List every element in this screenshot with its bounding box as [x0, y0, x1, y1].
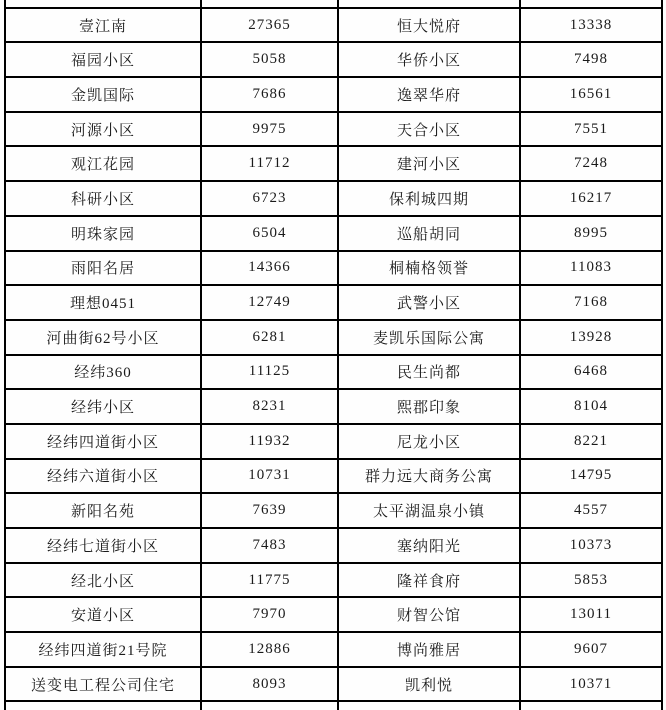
price-cell: 8995: [520, 216, 662, 251]
table-row: [5, 8, 662, 43]
partial-row-bottom: [5, 701, 662, 710]
price-cell: 4557: [520, 493, 662, 528]
price-cell: 8093: [201, 667, 338, 702]
table-row: [5, 389, 662, 424]
price-cell: 7168: [520, 285, 662, 320]
community-name-cell: 金凯国际: [5, 77, 201, 112]
price-cell: 13338: [520, 8, 662, 43]
price-cell: 11083: [520, 251, 662, 286]
empty-cell: [338, 0, 520, 8]
empty-cell: [201, 0, 338, 8]
price-cell: 13928: [520, 320, 662, 355]
table-row: [5, 146, 662, 181]
price-cell: 7551: [520, 112, 662, 147]
community-name-cell: 天合小区: [338, 112, 520, 147]
community-name-cell: 桐楠格领誉: [338, 251, 520, 286]
community-name-cell: 保利城四期: [338, 181, 520, 216]
table-row: [5, 112, 662, 147]
price-cell: 8221: [520, 424, 662, 459]
price-cell: 7483: [201, 528, 338, 563]
table-row: [5, 355, 662, 390]
table-row: [5, 493, 662, 528]
table-row: [5, 251, 662, 286]
table-row: [5, 597, 662, 632]
price-cell: 7248: [520, 146, 662, 181]
price-cell: 11712: [201, 146, 338, 181]
price-cell: 7498: [520, 42, 662, 77]
price-cell: 16217: [520, 181, 662, 216]
price-cell: 27365: [201, 8, 338, 43]
community-name-cell: 经纬小区: [5, 389, 201, 424]
table-row: [5, 528, 662, 563]
community-name-cell: 观江花园: [5, 146, 201, 181]
community-name-cell: 太平湖温泉小镇: [338, 493, 520, 528]
community-name-cell: 群力远大商务公寓: [338, 459, 520, 494]
community-name-cell: 经北小区: [5, 563, 201, 598]
price-cell: 10731: [201, 459, 338, 494]
community-name-cell: 经纬四道街小区: [5, 424, 201, 459]
table-row: [5, 77, 662, 112]
price-cell: 11125: [201, 355, 338, 390]
table-row: [5, 181, 662, 216]
partial-row-top: [5, 0, 662, 8]
price-cell: 6504: [201, 216, 338, 251]
community-name-cell: 经纬六道街小区: [5, 459, 201, 494]
price-cell: 12749: [201, 285, 338, 320]
community-name-cell: 武警小区: [338, 285, 520, 320]
community-name-cell: 福园小区: [5, 42, 201, 77]
price-cell: 11932: [201, 424, 338, 459]
community-name-cell: 隆祥食府: [338, 563, 520, 598]
price-cell: 14366: [201, 251, 338, 286]
community-name-cell: 科研小区: [5, 181, 201, 216]
empty-cell: [338, 701, 520, 710]
price-cell: 13011: [520, 597, 662, 632]
price-cell: 10373: [520, 528, 662, 563]
price-cell: 16561: [520, 77, 662, 112]
community-name-cell: 经纬七道街小区: [5, 528, 201, 563]
empty-cell: [520, 0, 662, 8]
price-cell: 9975: [201, 112, 338, 147]
community-name-cell: 安道小区: [5, 597, 201, 632]
table-row: [5, 42, 662, 77]
table-row: [5, 459, 662, 494]
price-cell: 9607: [520, 632, 662, 667]
price-cell: 7639: [201, 493, 338, 528]
community-name-cell: 新阳名苑: [5, 493, 201, 528]
price-cell: 6723: [201, 181, 338, 216]
table-row: [5, 563, 662, 598]
empty-cell: [201, 701, 338, 710]
price-table-body: [5, 0, 662, 710]
community-name-cell: 雨阳名居: [5, 251, 201, 286]
community-name-cell: 逸翠华府: [338, 77, 520, 112]
community-name-cell: 麦凯乐国际公寓: [338, 320, 520, 355]
community-name-cell: 明珠家园: [5, 216, 201, 251]
price-table: [4, 0, 663, 710]
price-cell: 5853: [520, 563, 662, 598]
price-cell: 6468: [520, 355, 662, 390]
community-name-cell: 巡船胡同: [338, 216, 520, 251]
community-name-cell: 河源小区: [5, 112, 201, 147]
community-name-cell: 河曲街62号小区: [5, 320, 201, 355]
table-row: [5, 285, 662, 320]
community-name-cell: 经纬四道街21号院: [5, 632, 201, 667]
price-cell: 8231: [201, 389, 338, 424]
community-name-cell: 送变电工程公司住宅: [5, 667, 201, 702]
empty-cell: [5, 701, 201, 710]
community-name-cell: 凯利悦: [338, 667, 520, 702]
community-name-cell: 经纬360: [5, 355, 201, 390]
price-cell: 6281: [201, 320, 338, 355]
price-cell: 12886: [201, 632, 338, 667]
price-cell: 7970: [201, 597, 338, 632]
community-name-cell: 民生尚都: [338, 355, 520, 390]
community-name-cell: 塞纳阳光: [338, 528, 520, 563]
community-name-cell: 财智公馆: [338, 597, 520, 632]
table-row: [5, 216, 662, 251]
price-cell: 10371: [520, 667, 662, 702]
community-name-cell: 恒大悦府: [338, 8, 520, 43]
price-cell: 11775: [201, 563, 338, 598]
table-row: [5, 320, 662, 355]
table-row: [5, 424, 662, 459]
empty-cell: [5, 0, 201, 8]
community-name-cell: 华侨小区: [338, 42, 520, 77]
community-name-cell: 熙郡印象: [338, 389, 520, 424]
price-cell: 8104: [520, 389, 662, 424]
empty-cell: [520, 701, 662, 710]
community-name-cell: 尼龙小区: [338, 424, 520, 459]
community-name-cell: 壹江南: [5, 8, 201, 43]
table-row: [5, 667, 662, 702]
community-name-cell: 建河小区: [338, 146, 520, 181]
community-name-cell: 博尚雅居: [338, 632, 520, 667]
price-cell: 7686: [201, 77, 338, 112]
table-row: [5, 632, 662, 667]
price-cell: 14795: [520, 459, 662, 494]
community-name-cell: 理想0451: [5, 285, 201, 320]
price-cell: 5058: [201, 42, 338, 77]
